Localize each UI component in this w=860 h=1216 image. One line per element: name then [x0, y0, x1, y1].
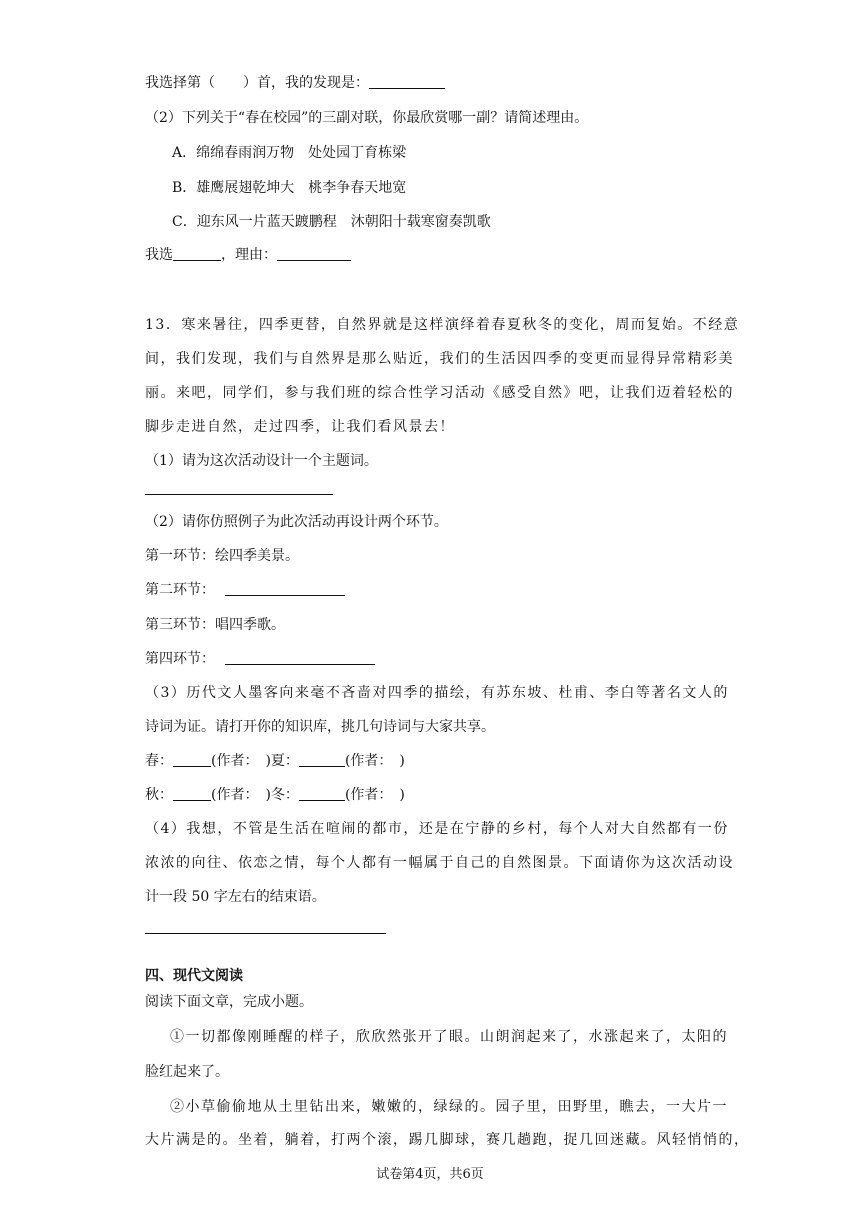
reading-instruction: 阅读下面文章，完成小题。 — [145, 994, 313, 1010]
passage-paragraph-1: ①一切都像刚睡醒的样子，欣欣然张开了眼。山朗润起来了，水涨起来了，太阳的 — [170, 1029, 728, 1045]
text: 第二环节： — [145, 582, 215, 598]
answer-blank — [299, 752, 345, 767]
passage-paragraph-1: 脸红起来了。 — [145, 1064, 229, 1080]
text: 我选 — [145, 247, 173, 263]
question-13-2: （2）请你仿照例子为此次活动再设计两个环节。 — [145, 514, 448, 530]
answer-blank — [277, 246, 351, 261]
text: 我选择第（ ）首，我的发现是： — [145, 75, 369, 91]
question-13-1: （1）请为这次活动设计一个主题词。 — [145, 453, 378, 469]
text: (作者： )冬： — [211, 787, 299, 803]
section-heading: 四、现代文阅读 — [145, 968, 243, 984]
question-13-text: 13．寒来暑往，四季更替，自然界就是这样演绎着春夏秋冬的变化，周而复始。不经意 — [145, 317, 740, 333]
answer-blank — [225, 650, 375, 665]
answer-blank — [369, 74, 445, 89]
text: (作者： ) — [344, 753, 405, 769]
answer-line-select — [145, 245, 351, 265]
text: ，理由： — [221, 247, 277, 263]
answer-line — [145, 494, 333, 495]
answer-blank — [225, 581, 345, 596]
question-13-4: 浓浓的向往、依恋之情，每个人都有一幅属于自己的自然图景。下面请你为这次活动设 — [145, 855, 734, 871]
question-13-text: 丽。来吧，同学们，参与我们班的综合性学习活动《感受自然》吧，让我们迈着轻松的 — [145, 385, 734, 401]
option-a: A．绵绵春雨润万物 处处园丁育栋梁 — [172, 145, 407, 161]
page-footer: 试卷第4页，共6页 — [376, 1167, 484, 1182]
option-b: B．雄鹰展翅乾坤大 桃李争春天地宽 — [172, 180, 407, 196]
step-3: 第三环节：唱四季歌。 — [145, 617, 285, 633]
option-c: C．迎东风一片蓝天踱鹏程 沐朝阳十载寒窗奏凯歌 — [172, 214, 491, 230]
text: 春： — [145, 753, 173, 769]
text: 第四环节： — [145, 651, 215, 667]
step-1: 第一环节：绘四季美景。 — [145, 548, 299, 564]
poem-spring-summer — [145, 751, 405, 771]
question-13-4: （4）我想，不管是生活在喧闹的都市，还是在宁静的乡村，每个人对大自然都有一份 — [145, 821, 729, 837]
question-13-4: 计一段 50 字左右的结束语。 — [145, 889, 326, 905]
step-2 — [145, 580, 345, 600]
poem-autumn-winter — [145, 785, 405, 805]
answer-line — [145, 933, 386, 934]
question-13-3: 诗词为证。请打开你的知识库，挑几句诗词与大家共享。 — [145, 719, 495, 735]
answer-blank — [173, 786, 211, 801]
text: (作者： ) — [344, 787, 405, 803]
question-13-3: （3）历代文人墨客向来毫不吝啬对四季的描绘，有苏东坡、杜甫、李白等著名文人的 — [145, 685, 729, 701]
question-13-text: 脚步走进自然，走过四季，让我们看风景去！ — [145, 419, 455, 435]
answer-blank — [173, 752, 211, 767]
answer-blank — [299, 786, 345, 801]
passage-paragraph-2: ②小草偷偷地从土里钻出来，嫩嫩的，绿绿的。园子里，田野里，瞧去，一大片一 — [170, 1099, 728, 1115]
step-4 — [145, 649, 375, 669]
question-13-text: 间，我们发现，我们与自然界是那么贴近，我们的生活因四季的变更而显得异常精彩美 — [145, 351, 734, 367]
answer-line-choice — [145, 73, 445, 93]
text: 秋： — [145, 787, 173, 803]
text: (作者： )夏： — [211, 753, 299, 769]
passage-paragraph-2: 大片满是的。坐着，躺着，打两个滚，踢几脚球，赛几趟跑，捉几回迷藏。风轻悄悄的， — [145, 1132, 750, 1148]
question-2-prompt: （2）下列关于“春在校园”的三副对联，你最欣赏哪一副？请简述理由。 — [145, 110, 589, 126]
answer-blank — [173, 246, 221, 261]
